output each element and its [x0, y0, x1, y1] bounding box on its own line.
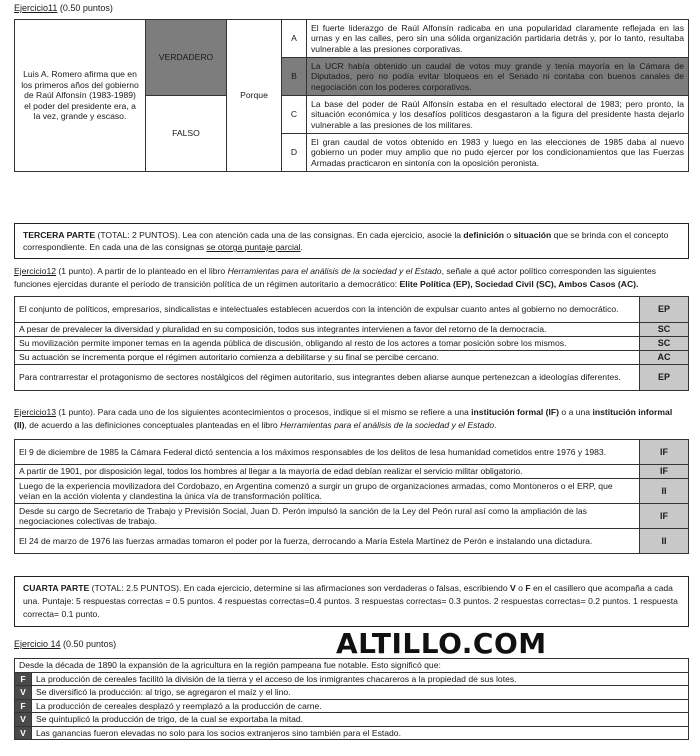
- ej11-option-text[interactable]: El gran caudal de votos obtenido en 1983 y luego en las elecciones de 1985 daba al nuevo gobierno un poder muy amplio que no pudo ejercer por los condicionamientos que las Fuerzas Armadas practicaron en sintonía con la oposición peronista.: [307, 134, 689, 172]
- ej12-table: [14, 296, 689, 391]
- ej11-false-option[interactable]: FALSO: [146, 96, 227, 172]
- tercera-definicion: definición: [463, 230, 504, 240]
- ej12-row-text: A pesar de prevalecer la diversidad y pluralidad en su composición, todos sus integrantes intervienen a favor del retorno de la democracia.: [15, 323, 640, 337]
- ej12-intro: [14, 265, 686, 290]
- ej12-answer[interactable]: SC: [640, 323, 689, 337]
- tercera-situacion: situación: [513, 230, 552, 240]
- ej11-option-text[interactable]: La base del poder de Raúl Alfonsín estaba en el resultado electoral de 1983; pero pronto, la situación económica y los desafíos políticos desgastaron a la figura del presidente hasta dejarlo vulnerable a las presiones de los militares.: [307, 96, 689, 134]
- ej14-intro: Desde la década de 1890 la expansión de la agricultura en la región pampeana fue notable. Esto significó que:: [15, 659, 689, 673]
- ej12-row-text: Su actuación se incrementa porque el régimen autoritario comienza a debilitarse y su final se percibe cercano.: [15, 351, 640, 365]
- ej13-title: Ejercicio13: [14, 407, 57, 417]
- ej11-option-letter: D: [282, 134, 307, 172]
- ej11-points: (0.50 puntos): [57, 3, 113, 13]
- tercera-text: que se brinda con el concepto correspondiente. En cada una de las consignas: [23, 230, 669, 252]
- ej12-answer[interactable]: EP: [640, 297, 689, 323]
- ej13-intro: [14, 406, 686, 431]
- ej12-options-label: Elite Política (EP), Sociedad Civil (SC), Ambos Casos (AC).: [399, 278, 639, 289]
- cuarta-parte-box: [14, 576, 689, 627]
- cuarta-text: en el casillero que acompaña a cada una. Puntaje: 5 respuestas correctas = 0.5 puntos. 4 respuestas correctas=0.4 puntos. 3 respuestas correctas= 0.3 puntos. 2 respuestas correctas= 0.2 puntos. 1 respuesta correcta= 0.1 punto.: [23, 583, 678, 619]
- cuarta-title: CUARTA PARTE: [23, 583, 90, 593]
- ej11-table: [14, 19, 689, 172]
- ej12-answer[interactable]: SC: [640, 337, 689, 351]
- ej14-answer[interactable]: V: [15, 686, 32, 700]
- ej13-row-text: Luego de la experiencia movilizadora del Cordobazo, en Argentina comenzó a surgir un grupo de organizaciones armadas, como Montoneros o el ERP, que veían en la acción violenta y clandestina la única vía de transformación política.: [15, 479, 640, 504]
- ej13-formal: institución formal (IF): [471, 407, 560, 417]
- ej13-row-text: El 9 de diciembre de 1985 la Cámara Federal dictó sentencia a los máximos responsables de los delitos de lesa humanidad cometidos entre 1976 y 1983.: [15, 440, 640, 465]
- ej13-text: , de acuerdo a las definiciones conceptuales planteadas en el libro: [24, 419, 281, 430]
- ej14-answer[interactable]: V: [15, 726, 32, 740]
- ej14-row-text: Las ganancias fueron elevadas no solo para los socios extranjeros sino también para el Estado.: [32, 726, 689, 740]
- ej13-answer[interactable]: II: [640, 529, 689, 554]
- ej14-row-text: Se diversificó la producción: al trigo, se agregaron el maíz y el lino.: [32, 686, 689, 700]
- ej11-option-letter-selected: B: [282, 58, 307, 96]
- ej14-points: (0.50 puntos): [60, 639, 117, 649]
- ej12-title: Ejercicio12: [14, 266, 57, 276]
- ej12-row-text: Para contrarrestar el protagonismo de sectores nostálgicos del régimen autoritario, sus integrantes deben aliarse aunque pertenezcan a ideologías diferentes.: [15, 365, 640, 391]
- ej13-informal: institución informal (II): [14, 407, 673, 430]
- ej13-row-text: El 24 de marzo de 1976 las fuerzas armadas tomaron el poder por la fuerza, derrocando a María Estela Martínez de Perón e instalando una dictadura.: [15, 529, 640, 554]
- ej12-row-text: Su movilización permite imponer temas en la agenda pública de discusión, obligando al resto de los actores a tomar posición sobre los mismos.: [15, 337, 640, 351]
- ej13-answer[interactable]: IF: [640, 465, 689, 479]
- ej14-table: [14, 658, 689, 740]
- ej11-true-option[interactable]: VERDADERO: [146, 20, 227, 96]
- cuarta-text: (TOTAL: 2.5 PUNTOS). En cada ejercicio, determine si las afirmaciones son verdaderas o falsas, escribiendo: [89, 583, 511, 593]
- ej13-text: o a una: [559, 407, 593, 417]
- cuarta-f: F: [525, 583, 531, 593]
- tercera-title: TERCERA PARTE: [23, 230, 96, 240]
- ej13-answer[interactable]: IF: [640, 440, 689, 465]
- ej12-text: , señale a qué actor político corresponden las siguientes funciones ejercidas durante el período de transición política de un régimen autoritario a democrático:: [14, 266, 657, 289]
- ej12-answer[interactable]: EP: [640, 365, 689, 391]
- ej13-table: [14, 439, 689, 554]
- ej11-option-text[interactable]: El fuerte liderazgo de Raúl Alfonsín radicaba en una popularidad claramente reflejada en las urnas y en las calles, pero sin una sólida organización partidaria detrás y, por lo tanto, resultaba vulnerable a las presiones corporativas.: [307, 20, 689, 58]
- ej14-row-text: La producción de cereales facilitó la división de la tierra y el acceso de los inmigrantes chacareros a la propiedad de sus lotes.: [32, 672, 689, 686]
- ej14-row-text: Se quintuplicó la producción de trigo, de la cual se exportaba la mitad.: [32, 713, 689, 727]
- ej11-why-label: Porque: [227, 20, 282, 172]
- ej14-answer[interactable]: V: [15, 713, 32, 727]
- ej11-option-letter: A: [282, 20, 307, 58]
- ej13-row-text: A partir de 1901, por disposición legal, todos los hombres al llegar a la mayoría de edad debían realizar el servicio militar obligatorio.: [15, 465, 640, 479]
- ej11-statement: Luis A. Romero afirma que en los primeros años del gobierno de Raúl Alfonsín (1983-1989) el poder del presidente era, a la vez, grande y escaso.: [15, 20, 146, 172]
- ej13-answer[interactable]: II: [640, 479, 689, 504]
- cuarta-text: o: [515, 583, 526, 593]
- ej14-row-text: La producción de cereales desplazó y reemplazó a la producción de carne.: [32, 699, 689, 713]
- ej13-row-text: Desde su cargo de Secretario de Trabajo y Previsión Social, Juan D. Perón impulsó la sanción de la Ley del Peón rural así como la ampliación de las negociaciones colectivas de trabajo.: [15, 504, 640, 529]
- altillo-watermark: ALTILLO.COM: [336, 627, 547, 660]
- ej14-heading: [14, 639, 116, 649]
- ej14-answer[interactable]: F: [15, 699, 32, 713]
- ej13-text: (1 punto). Para cada uno de los siguientes acontecimientos o procesos, indique si el mismo se refiere a una: [56, 407, 472, 417]
- ej11-title: Ejercicio11: [14, 3, 58, 13]
- tercera-text: o: [504, 230, 514, 240]
- tercera-partial: se otorga puntaje parcial: [206, 242, 301, 252]
- tercera-text: .: [300, 242, 303, 252]
- tercera-parte-box: [14, 223, 689, 259]
- ej12-text: (1 punto). A partir de lo planteado en el libro: [56, 266, 228, 276]
- ej11-option-letter: C: [282, 96, 307, 134]
- ej13-answer[interactable]: IF: [640, 504, 689, 529]
- cuarta-v: V: [510, 583, 516, 593]
- ej13-book: Herramientas para el análisis de la sociedad y el Estado: [280, 419, 495, 430]
- ej14-title: Ejercicio 14: [14, 639, 61, 649]
- ej12-answer[interactable]: AC: [640, 351, 689, 365]
- ej11-option-text-selected[interactable]: La UCR había obtenido un caudal de votos muy grande y tenía mayoría en la Cámara de Diputados, pero no podía evitar bloqueos en el Senado ni contaba con buenos canales de negociación con los poderes corporativos.: [307, 58, 689, 96]
- ej12-row-text: El conjunto de políticos, empresarios, sindicalistas e intelectuales establecen acuerdos con la intención de expulsar cuanto antes al gobierno no democrático.: [15, 297, 640, 323]
- ej12-book: Herramientas para el análisis de la sociedad y el Estado: [227, 266, 442, 276]
- ej13-text: .: [494, 419, 497, 430]
- ej14-answer[interactable]: F: [15, 672, 32, 686]
- ej11-heading: [14, 3, 113, 13]
- tercera-text: (TOTAL: 2 PUNTOS). Lea con atención cada una de las consignas. En cada ejercicio, asocie la: [95, 230, 464, 240]
